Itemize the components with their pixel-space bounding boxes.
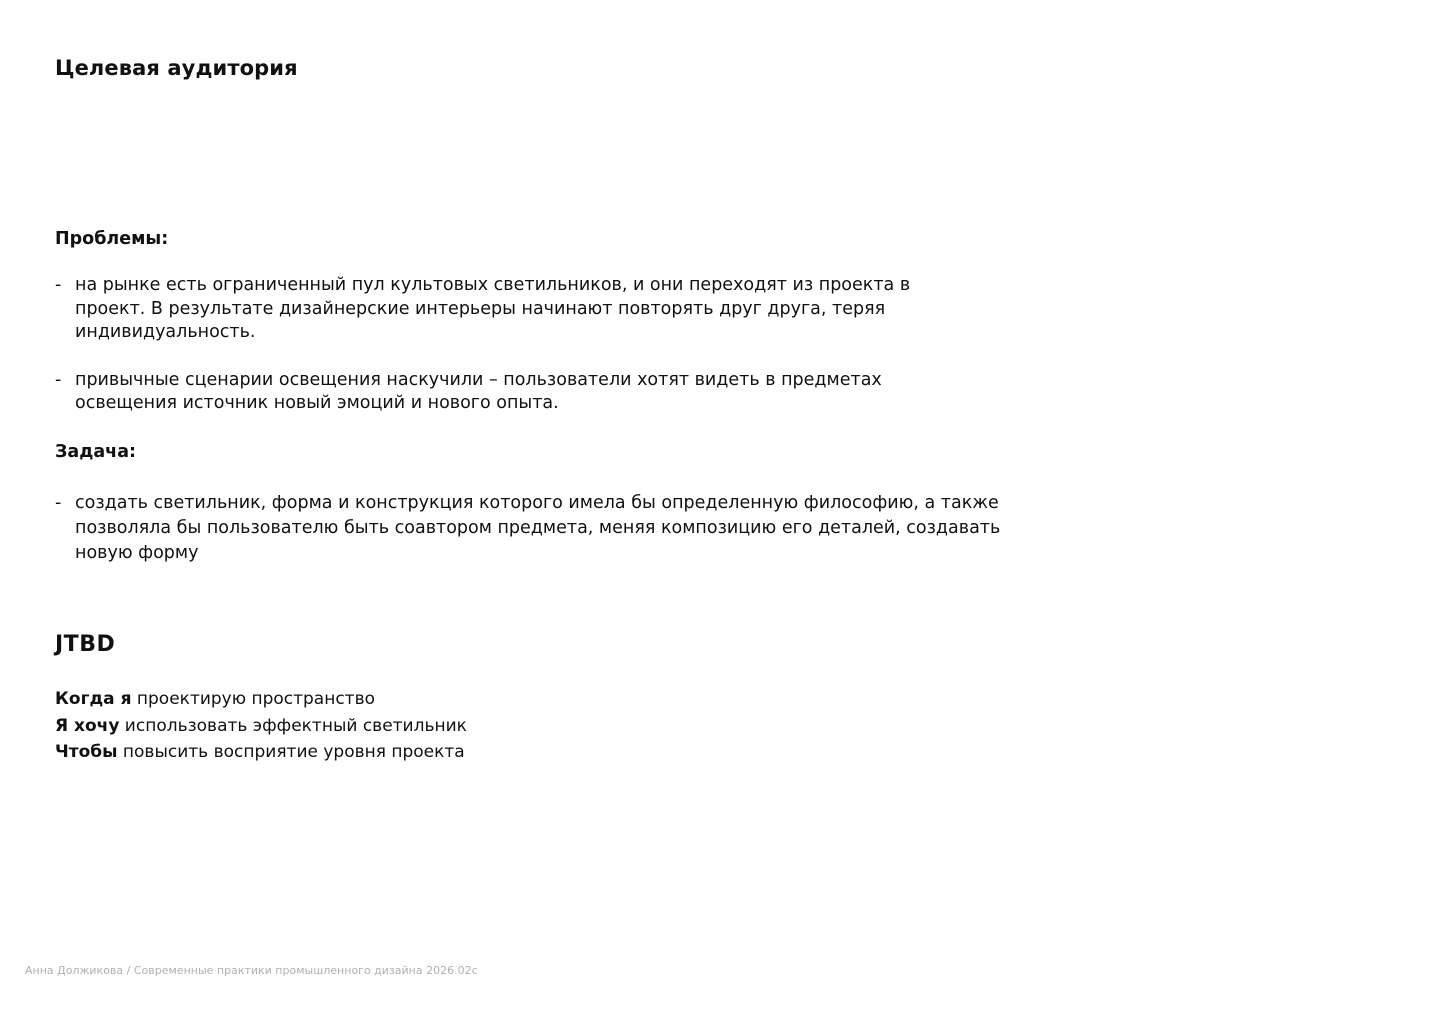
page-title: Целевая аудитория (55, 56, 298, 80)
task-text: создать светильник, форма и конструкция которого имела бы определенную философию, а также позволяла бы пользователю быть соавтором предмета, меняя композицию его деталей, создавать новую форму (75, 493, 1001, 563)
list-item (55, 274, 955, 345)
jtbd-text: повысить восприятие уровня проекта (117, 742, 465, 762)
problems-label: Проблемы: (55, 229, 169, 249)
problem-text: на рынке есть ограниченный пул культовых светильников, и они переходят из проекта в проект. В результате дизайнерские интерьеры начинают повторять друг друга, теряя индивидуальность. (75, 275, 911, 342)
jtbd-text: проектирую пространство (131, 689, 376, 709)
jtbd-title: JTBD (55, 632, 116, 657)
list-item (55, 369, 955, 416)
jtbd-row-want (55, 713, 467, 740)
dash-bullet: - (55, 369, 62, 390)
dash-bullet: - (55, 275, 62, 295)
footer-credit: Анна Должикова / Современные практики промышленного дизайна 2026.02с (25, 964, 478, 977)
jtbd-row-when (55, 686, 467, 713)
jtbd-lead: Чтобы (55, 742, 118, 762)
jtbd-statements (55, 686, 467, 766)
problems-list (55, 274, 955, 416)
jtbd-row-so-that (55, 739, 467, 766)
jtbd-lead: Когда я (55, 689, 132, 709)
problem-text: привычные сценарии освещения наскучили – пользователи хотят видеть в предметах освещения источник новый эмоций и нового опыта. (75, 369, 882, 413)
task-list (55, 491, 1005, 566)
task-label: Задача: (55, 442, 137, 462)
dash-bullet: - (55, 493, 62, 513)
list-item (55, 491, 1005, 566)
jtbd-text: использовать эффектный светильник (119, 715, 467, 736)
jtbd-lead: Я хочу (55, 715, 120, 736)
